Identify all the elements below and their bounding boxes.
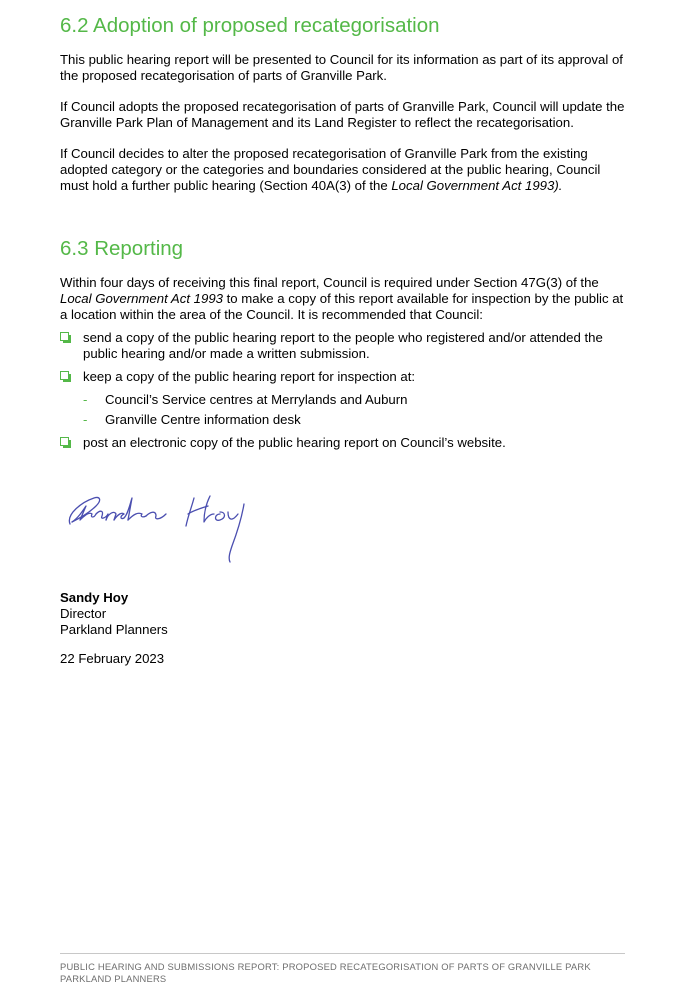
signatory-organisation: Parkland Planners bbox=[60, 622, 168, 637]
intro-tail: to make a copy of this report available for inspection by the public at a location within the area of the Council. It is recommended that Council: bbox=[60, 291, 624, 322]
list-item-text: keep a copy of the public hearing report for inspection at: bbox=[83, 369, 416, 384]
handwritten-signature bbox=[60, 484, 280, 570]
list-item-text: post an electronic copy of the public hearing report on Council’s website. bbox=[83, 435, 506, 450]
paragraph-3-text: If Council decides to alter the proposed recategorisation of Granville Park from the existing adopted category or the categories and boundaries considered at the public hearing, Council must hold a further public hearing (Section 40A(3) of the bbox=[60, 146, 601, 193]
footer-organisation: PARKLAND PLANNERS bbox=[60, 973, 167, 984]
dash-bullet: - bbox=[83, 392, 88, 407]
section-6-3-heading: 6.3 Reporting bbox=[60, 237, 184, 260]
act-reference: Local Government Act 1993). bbox=[391, 178, 563, 193]
page-footer bbox=[60, 961, 591, 985]
report-date: 22 February 2023 bbox=[60, 651, 165, 666]
section-6-2-paragraph-2: If Council adopts the proposed recategorisation of parts of Granville Park, Council will update the Granville Park Plan of Management and its Land Register to reflect the recategorisation. bbox=[60, 99, 625, 130]
act-reference: Local Government Act 1993 bbox=[60, 291, 223, 306]
sub-list-item-text: Granville Centre information desk bbox=[105, 412, 301, 427]
signatory-title: Director bbox=[60, 606, 107, 621]
list-item-text: send a copy of the public hearing report to the people who registered and/or attended the public hearing and/or made a written submission. bbox=[83, 330, 603, 361]
section-6-3-intro bbox=[60, 275, 630, 323]
checkbox-bullet-icon bbox=[60, 371, 69, 380]
signatory-name: Sandy Hoy bbox=[60, 590, 129, 605]
section-6-2-heading: 6.2 Adoption of proposed recategorisation bbox=[60, 14, 440, 37]
signatory-block bbox=[60, 590, 168, 638]
sub-list-item bbox=[83, 412, 301, 428]
footer-report-title: PUBLIC HEARING AND SUBMISSIONS REPORT: PROPOSED RECATEGORISATION OF PARTS OF GRANVILLE PARK bbox=[60, 961, 591, 972]
checkbox-bullet-icon bbox=[60, 332, 69, 341]
sub-list-item bbox=[83, 392, 408, 408]
section-6-2-paragraph-1: This public hearing report will be presented to Council for its information as part of its approval of the proposed recategorisation of parts of Granville Park. bbox=[60, 52, 623, 83]
dash-bullet: - bbox=[83, 412, 88, 427]
footer-divider bbox=[60, 953, 625, 954]
intro-text: Within four days of receiving this final report, Council is required under Section 47G(3) of the bbox=[60, 275, 599, 290]
sub-list-item-text: Council’s Service centres at Merrylands and Auburn bbox=[105, 392, 408, 407]
checkbox-bullet-icon bbox=[60, 437, 69, 446]
section-6-2-paragraph-3 bbox=[60, 146, 630, 194]
